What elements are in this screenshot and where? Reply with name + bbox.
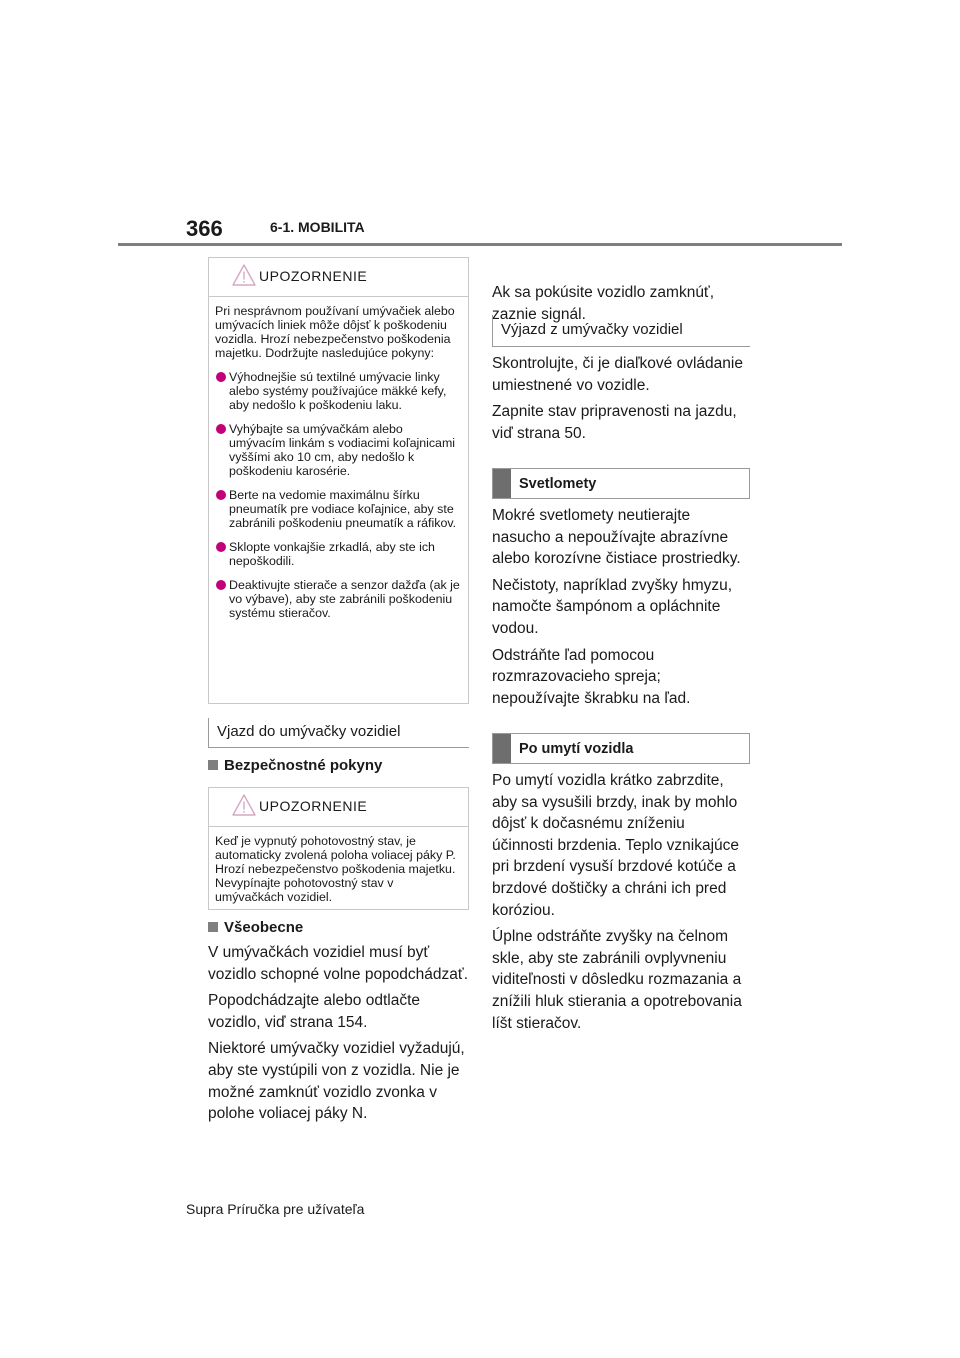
after-wash-text [492,770,750,1039]
bullet-dot-icon [216,372,226,382]
paragraph: Po umytí vozidla krátko zabrzdite, aby sa vysušili brzdy, inak by mohlo dôjsť k dočasnému zníženiu účinnosti brzdenia. Teplo vznikajúce pri brzdení vysuší brzdové kotúče a brzdové doštičky a chráni ich pred koróziou. [492,772,740,919]
list-item: Výhodnejšie sú textilné umývacie linky alebo systémy používajúce mäkké kefy, aby nedošlo k poškodeniu laku. [215,370,462,412]
list-item: Vyhýbajte sa umývačkám alebo umývacím linkám s vodiacimi koľajnicami vyššími ako 10 cm, aby nedošlo k poškodeniu karosérie. [215,422,462,478]
safety-heading: Bezpečnostné pokyny [208,757,382,774]
bullet-dot-icon [216,424,226,434]
square-bullet-icon [208,760,218,770]
bullet-dot-icon [216,542,226,552]
warning-box-2 [208,787,469,910]
list-item: Berte na vedomie maximálnu šírku pneumatík pre vodiace koľajnice, aby ste zabránili poškodeniu pneumatík a ráfikov. [215,488,462,530]
warning-triangle-icon [231,793,257,817]
warning-body [209,297,468,626]
square-bullet-icon [208,922,218,932]
paragraph: Mokré svetlomety neutierajte nasucho a nepoužívajte abrazívne alebo korozívne čistiace prostriedky. [492,507,741,568]
after-wash-heading: Po umytí vozidla [492,733,750,764]
paragraph: Ak sa pokúsite vozidlo zamknúť, zaznie signál. [492,284,715,323]
warning-intro: Pri nesprávnom používaní umývačiek alebo umývacích liniek môže dôjsť k poškodeniu vozidla. Hrozí nebezpečenstvo poškodenia majetku. Dodržujte nasledujúce pokyny: [215,304,455,360]
warning-header [209,258,468,297]
paragraph: Popodchádzajte alebo odtlačte vozidlo, viď strana 154. [208,992,420,1031]
exit-heading: Výjazd z umývačky vozidiel [492,315,750,347]
paragraph: V umývačkách vozidiel musí byť vozidlo schopné volne popodchádzať. [208,944,469,983]
warning-text: Keď je vypnutý pohotovostný stav, je automaticky zvolená poloha voliacej páky P. Hrozí nebezpečenstvo poškodenia majetku. Nevypínajte pohotovostný stav v umývačkách vozidiel. [215,834,456,904]
warning-title: UPOZORNENIE [259,798,368,814]
headlights-text [492,505,750,714]
list-item: Sklopte vonkajšie zrkadlá, aby ste ich nepoškodili. [215,540,462,568]
warning-title: UPOZORNENIE [259,268,368,284]
general-text [208,942,470,1130]
page-number: 366 [186,216,223,241]
paragraph: Odstráňte ľad pomocou rozmrazovacieho spreja; nepoužívajte škrabku na ľad. [492,646,691,707]
header-divider [118,243,842,246]
section-title: 6-1. MOBILITA [270,219,365,235]
exit-text [492,353,750,449]
heading-block-icon [493,734,511,763]
footer-text: Supra Príručka pre užívateľa [186,1201,365,1217]
bullet-dot-icon [216,580,226,590]
paragraph: Úplne odstráňte zvyšky na čelnom skle, aby ste zabránili ovplyvneniu viditeľnosti v dôsledku rozmazania a znížili hluk stierania a opotrebovania líšt stieračov. [492,928,742,1032]
paragraph: Skontrolujte, či je diaľkové ovládanie umiestnené vo vozidle. [492,355,743,394]
list-item: Deaktivujte stierače a senzor dažďa (ak je vo výbave), aby ste zabránili poškodeniu systému stieračov. [215,578,462,620]
warning-triangle-icon [231,263,257,287]
paragraph: Niektoré umývačky vozidiel vyžadujú, aby ste vystúpili von z vozidla. Nie je možné zamknúť vozidlo zvonka v polohe voliacej páky N. [208,1040,465,1123]
headlights-heading: Svetlomety [492,468,750,499]
entry-heading: Vjazd do umývačky vozidiel [208,718,469,748]
warning-box-1 [208,257,469,704]
heading-block-icon [493,469,511,498]
general-heading: Všeobecne [208,919,303,936]
warning-body [209,827,468,910]
paragraph: Nečistoty, napríklad zvyšky hmyzu, namočte šampónom a opláchnite vodou. [492,576,733,637]
bullet-dot-icon [216,490,226,500]
paragraph: Zapnite stav pripravenosti na jazdu, viď strana 50. [492,403,737,442]
warning-header [209,788,468,827]
